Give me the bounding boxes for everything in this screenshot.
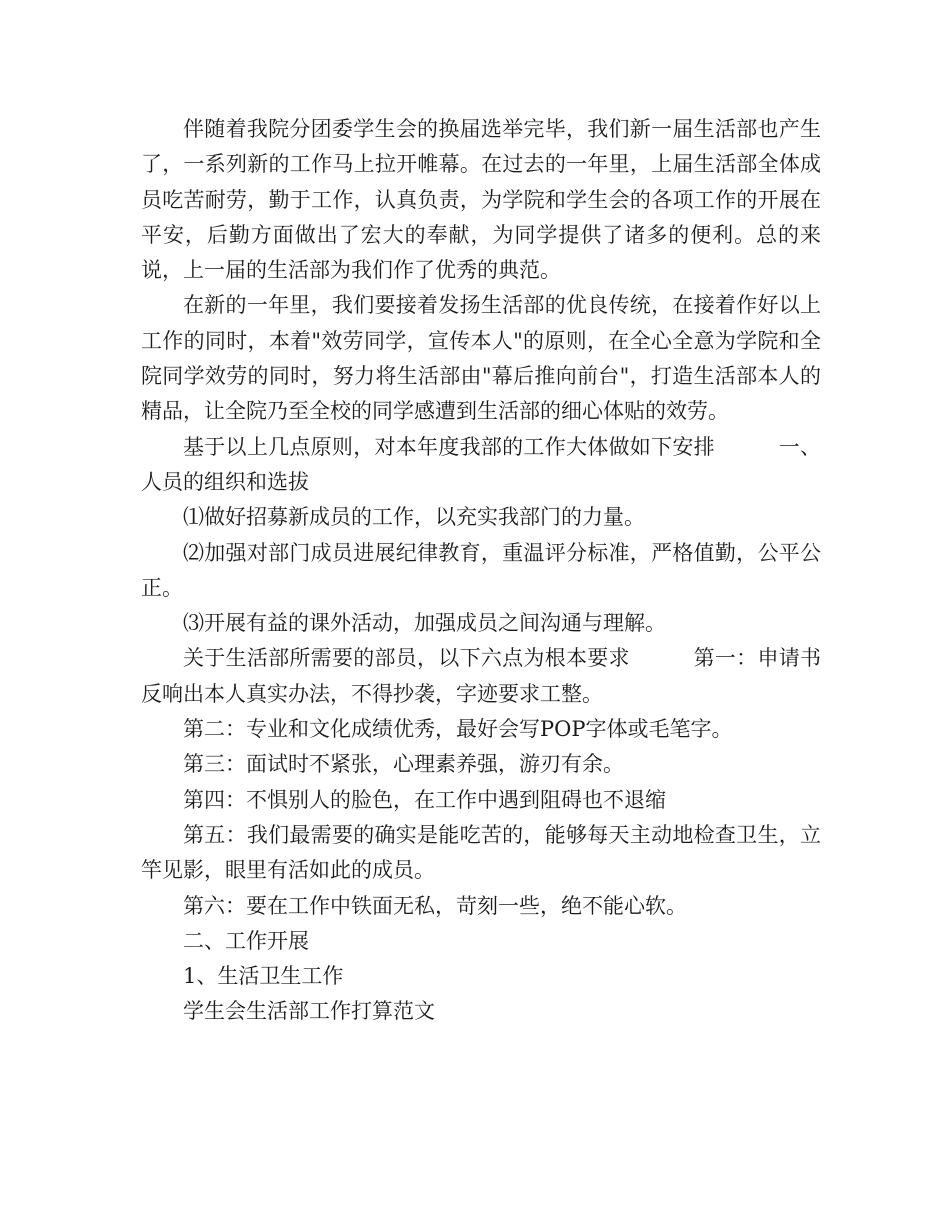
list-item: 第六：要在工作中铁面无私，苛刻一些，绝不能心软。 (183, 893, 687, 918)
section-heading: 二、工作开展 (183, 928, 309, 953)
paragraph-intro: 伴随着我院分团委学生会的换届选举完毕，我们新一届生活部也产生了，一系列新的工作马上拉开帷幕。在过去的一年里，上届生活部全体成员吃苦耐劳，勤于工作，认真负责，为学院和学生会的各项工作的开展在平安，后勤方面做出了宏大的奉献，为同学提供了诸多的便利。总的来说，上一届的生活部为我们作了优秀的典范。 (141, 117, 821, 283)
subsection-heading: 1、生活卫生工作 (183, 964, 344, 989)
paragraph-requirements: 关于生活部所需要的部员，以下六点为根本要求 第一：申请书反响出本人真实办法，不得抄袭，字迹要求工整。 (141, 646, 821, 706)
document-title-footer: 学生会生活部工作打算范文 (183, 999, 435, 1024)
list-item: 第二：专业和文化成绩优秀，最好会写POP字体或毛笔字。 (183, 717, 733, 742)
list-item: 第五：我们最需要的确实是能吃苦的，能够每天主动地检查卫生，立竿见影，眼里有活如此的成员。 (141, 822, 821, 883)
list-item: 第四：不惧别人的脸色，在工作中遇到阻碍也不退缩 (183, 787, 666, 812)
list-item: 第三：面试时不紧张，心理素养强，游刃有余。 (183, 752, 624, 777)
document-body (141, 112, 821, 1030)
paragraph-arrangement: 基于以上几点原则，对本年度我部的工作大体做如下安排 一、人员的组织和选拔 (141, 434, 821, 494)
list-item: ⑴做好招募新成员的工作，以充实我部门的力量。 (183, 505, 645, 530)
list-item: ⑶开展有益的课外活动，加强成员之间沟通与理解。 (183, 611, 666, 636)
paragraph-new-year: 在新的一年里，我们要接着发扬生活部的优良传统，在接着作好以上工作的同时，本着"效劳同学，宣传本人"的原则，在全心全意为学院和全院同学效劳的同时，努力将生活部由"幕后推向前台"，打造生活部本人的精品，让全院乃至全校的同学感遭到生活部的细心体贴的效劳。 (141, 293, 821, 424)
list-item: ⑵加强对部门成员进展纪律教育，重温评分标准，严格值勤，公平公正。 (141, 540, 821, 600)
